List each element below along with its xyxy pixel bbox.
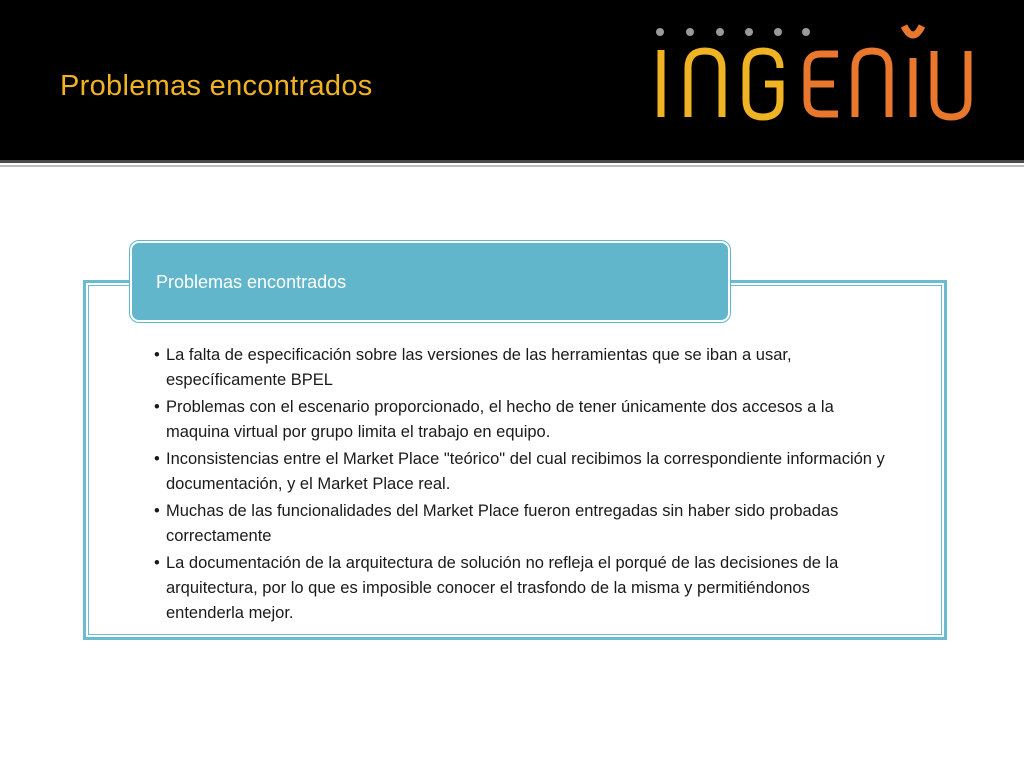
list-item-text: La falta de especificación sobre las versiones de las herramientas que se iban a usar, específicamente BPEL — [166, 346, 792, 389]
bullet-list — [150, 343, 890, 628]
list-item — [150, 395, 890, 445]
list-item-text: La documentación de la arquitectura de solución no refleja el porqué de las decisiones de la arquitectura, por lo que es imposible conocer el trasfondo de la misma y permitiéndonos entenderla mejor. — [166, 554, 839, 622]
bullet-icon: • — [154, 398, 160, 416]
list-item-text: Problemas con el escenario proporcionado, el hecho de tener únicamente dos accesos a la maquina virtual por grupo limita el trabajo en equipo. — [166, 398, 834, 441]
list-item — [150, 499, 890, 549]
logo-dots — [656, 28, 810, 36]
bullet-icon: • — [154, 450, 160, 468]
ingenium-logo — [652, 24, 992, 124]
header-divider — [0, 160, 1024, 163]
header-divider-light — [0, 165, 1024, 167]
slide-title: Problemas encontrados — [60, 70, 373, 102]
panel-tab — [130, 241, 730, 322]
list-item-text: Inconsistencias entre el Market Place "teórico" del cual recibimos la correspondiente información y documentación, y el Market Place real. — [166, 450, 885, 493]
bullet-icon: • — [154, 346, 160, 364]
list-item — [150, 447, 890, 497]
bullet-icon: • — [154, 502, 160, 520]
bullet-icon: • — [154, 554, 160, 572]
list-item — [150, 551, 890, 626]
list-item — [150, 343, 890, 393]
panel-tab-label: Problemas encontrados — [156, 272, 347, 292]
list-item-text: Muchas de las funcionalidades del Market Place fueron entregadas sin haber sido probadas correctamente — [166, 502, 839, 545]
